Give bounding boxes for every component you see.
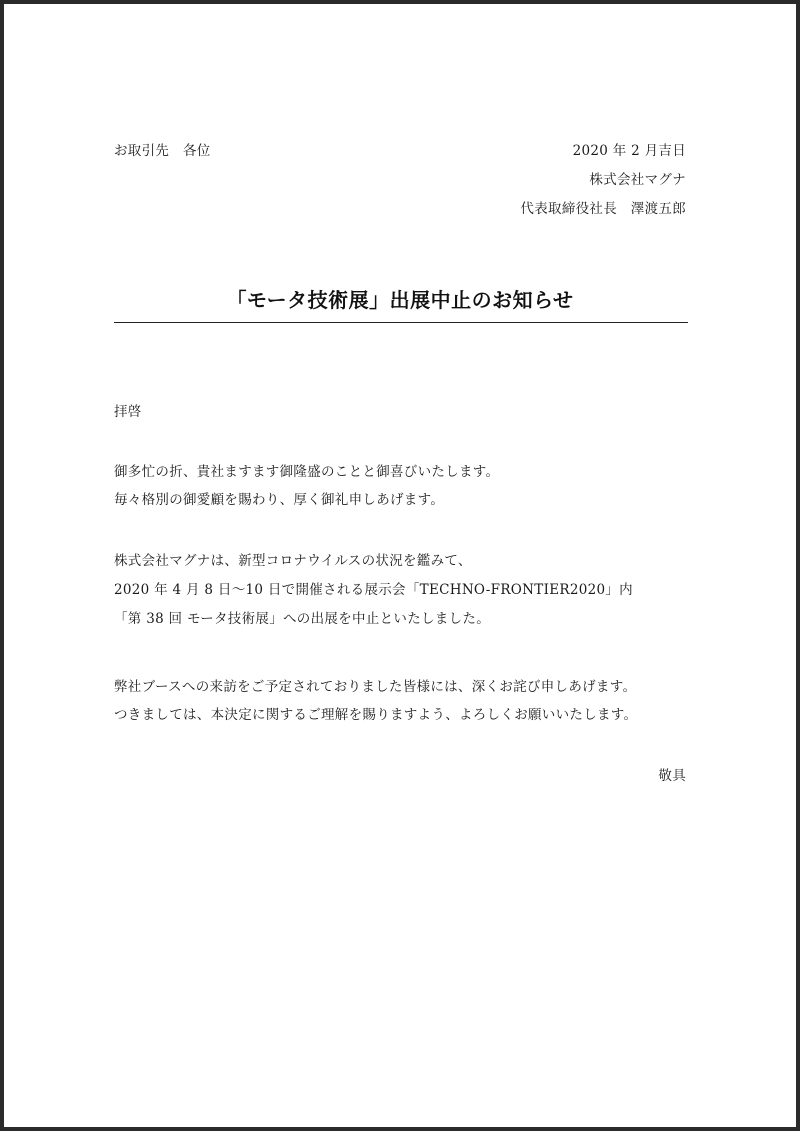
notice-line-2: 2020 年 4 月 8 日～10 日で開催される展示会「TECHNO-FRONTIER2020」内 [114,582,633,598]
addressee: お取引先 各位 [114,143,211,159]
document-page [4,4,796,1127]
greeting-line-2: 毎々格別の御愛顧を賜わり、厚く御礼申しあげます。 [114,492,445,508]
closing-salutation: 敬具 [658,768,686,784]
opening-salutation: 拝啓 [114,404,142,420]
notice-line-1: 株式会社マグナは、新型コロナウイルスの状況を鑑みて、 [114,553,472,569]
apology-line-1: 弊社ブースへの来訪をご予定されておりました皆様には、深くお詫び申しあげます。 [114,679,637,695]
document-title: 「モータ技術展」出展中止のお知らせ [226,288,574,312]
notice-line-3: 「第 38 回 モータ技術展」への出展を中止といたしました。 [114,611,491,627]
issue-date: 2020 年 2 月吉日 [572,143,686,159]
signatory: 代表取締役社長 澤渡五郎 [520,201,686,217]
company-name: 株式会社マグナ [589,172,686,188]
apology-line-2: つきましては、本決定に関するご理解を賜りますよう、よろしくお願いいたします。 [114,707,638,723]
greeting-line-1: 御多忙の折、貴社ますます御隆盛のことと御喜びいたします。 [114,464,500,480]
title-divider [114,322,688,323]
